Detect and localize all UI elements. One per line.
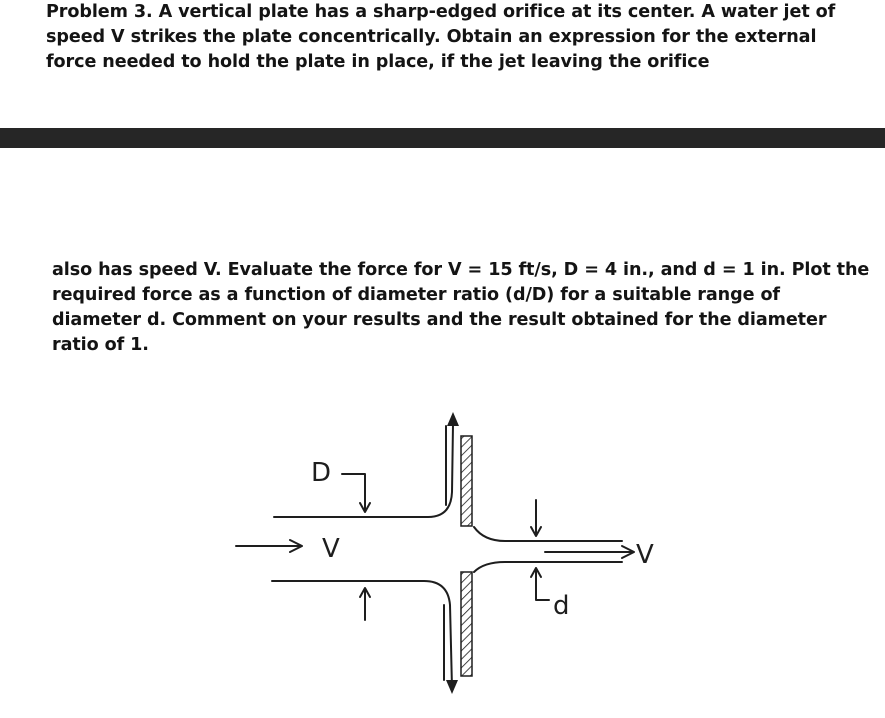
velocity-out-arrow [545,546,634,558]
statement-text-b: for the external force needed to hold the plate in place, if the jet leaving the orifice [46,27,817,72]
jet-upper-boundary [274,424,453,517]
jet-lower-boundary [272,581,452,688]
label-v-in: V [322,534,340,564]
flow-up-arrowhead [447,412,459,426]
label-diameter-D: D [311,458,332,488]
plate-upper-hatched [461,436,472,526]
flow-down-arrowhead [446,680,458,694]
problem-label: Problem 3. [46,2,153,22]
label-v-out: V [636,540,654,570]
dimension-d-top-arrow [531,500,541,536]
outlet-jet-upper [474,527,622,541]
problem-statement-part2: also has speed V. Evaluate the force for V = 15 ft/s, D = 4 in., and d = 1 in. Plot the required force as a function of diameter ratio (d/D) for a suitable range of diameter d. Comment on your results and the result obtained for the diameter ratio of 1. [52,260,870,355]
statement-emphasis: expression [548,27,656,47]
label-diameter-d: d [553,591,570,621]
statement-text-a: A vertical plate has a sharp-edged orifice at its center. A water jet of speed V strikes the plate concentrically. Obtain an [46,2,836,47]
dimension-D-bottom-arrow [360,588,370,620]
plate-lower-hatched [461,572,472,676]
outlet-jet-lower [474,562,622,572]
dimension-d-bottom-leader [531,568,549,600]
dimension-D-top-leader [342,474,370,512]
velocity-in-arrow [236,540,302,552]
